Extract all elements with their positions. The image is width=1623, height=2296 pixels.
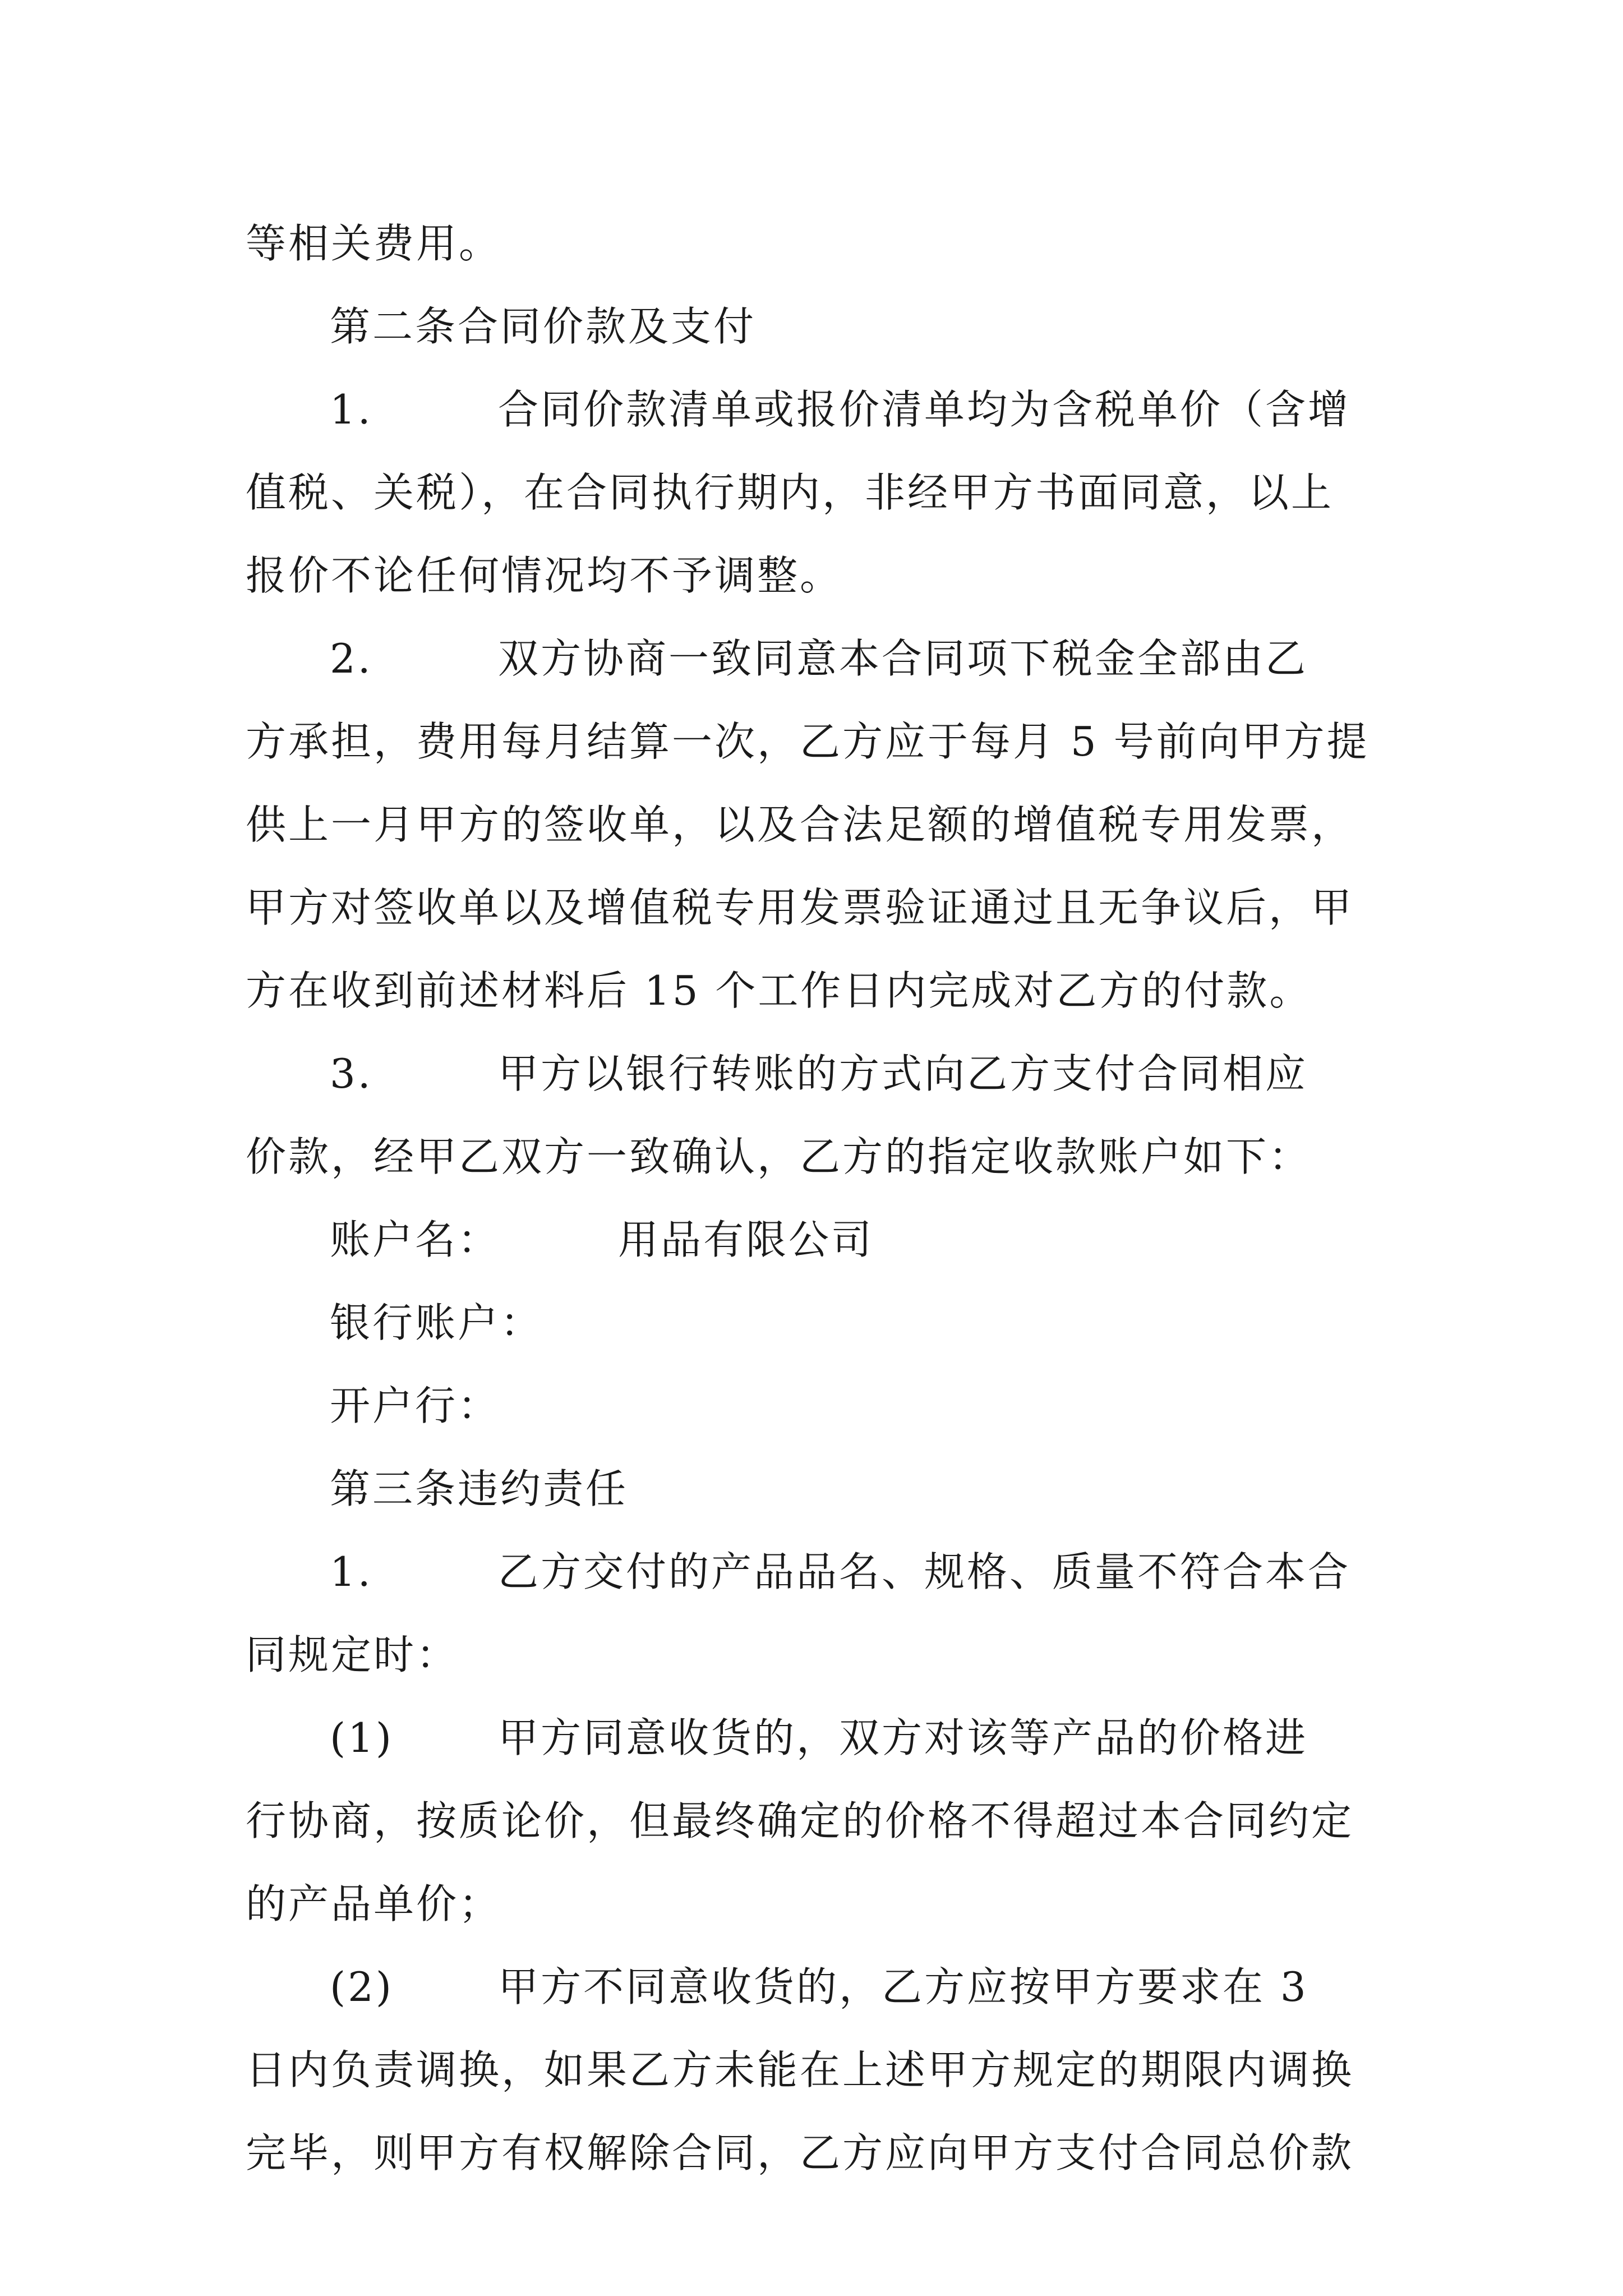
text-line: 的产品单价； [246, 1880, 502, 1927]
text-line: 方在收到前述材料后 15 个工作日内完成对乙方的付款。 [246, 967, 1312, 1014]
clause-line [246, 1530, 1384, 1613]
text-line: 同规定时： [246, 1631, 459, 1678]
text-line: 行协商，按质论价，但最终确定的价格不得超过本合同约定 [246, 1797, 1354, 1844]
clause-text: 双方协商一致同意本合同项下税金全部由乙 [498, 635, 1308, 682]
bank-account-line: 银行账户： [330, 1299, 543, 1346]
clause-number: 3. [330, 1050, 373, 1097]
sub-clause-line [246, 1945, 1384, 2028]
text-line: 价款，经甲乙双方一致确认，乙方的指定收款账户如下： [246, 1133, 1312, 1180]
clause-number: 1. [330, 1548, 373, 1595]
text-line: 完毕，则甲方有权解除合同，乙方应向甲方支付合同总价款 [246, 2129, 1354, 2177]
clause-text: 乙方交付的产品品名、规格、质量不符合本合 [498, 1548, 1351, 1595]
clause-line [246, 1032, 1384, 1115]
clause-number: 1. [330, 386, 373, 433]
clause-text: 甲方以银行转账的方式向乙方支付合同相应 [498, 1050, 1308, 1097]
text-line: 日内负责调换，如果乙方未能在上述甲方规定的期限内调换 [246, 2046, 1354, 2093]
account-name-label: 账户名： [330, 1216, 501, 1263]
text-line: 甲方对签收单以及增值税专用发票验证通过且无争议后，甲 [246, 884, 1354, 931]
clause-number: 2. [330, 635, 373, 682]
text-line: 供上一月甲方的签收单，以及合法足额的增值税专用发票， [246, 801, 1354, 848]
text-line: 值税、关税），在合同执行期内，非经甲方书面同意，以上 [246, 469, 1334, 516]
clause-line [246, 368, 1384, 451]
sub-clause-line [246, 1696, 1384, 1779]
section-heading: 第三条违约责任 [330, 1465, 629, 1512]
text-line: 等相关费用。 [246, 220, 502, 267]
sub-clause-number: (2) [330, 1963, 394, 2010]
contract-text [246, 202, 1384, 2194]
clause-line [246, 617, 1384, 700]
section-heading: 第二条合同价款及支付 [330, 303, 757, 350]
text-line: 报价不论任何情况均不予调整。 [246, 552, 843, 599]
bank-branch-line: 开户行： [330, 1382, 501, 1429]
clause-text: 合同价款清单或报价清单均为含税单价（含增 [498, 386, 1351, 433]
sub-clause-text: 甲方同意收货的，双方对该等产品的价格进 [498, 1714, 1308, 1761]
sub-clause-number: (1) [330, 1714, 394, 1761]
sub-clause-text: 甲方不同意收货的，乙方应按甲方要求在 3 [498, 1963, 1308, 2010]
account-name-value: 用品有限公司 [618, 1216, 874, 1263]
text-line: 方承担，费用每月结算一次，乙方应于每月 5 号前向甲方提 [246, 718, 1370, 765]
account-name-line [246, 1198, 1384, 1281]
